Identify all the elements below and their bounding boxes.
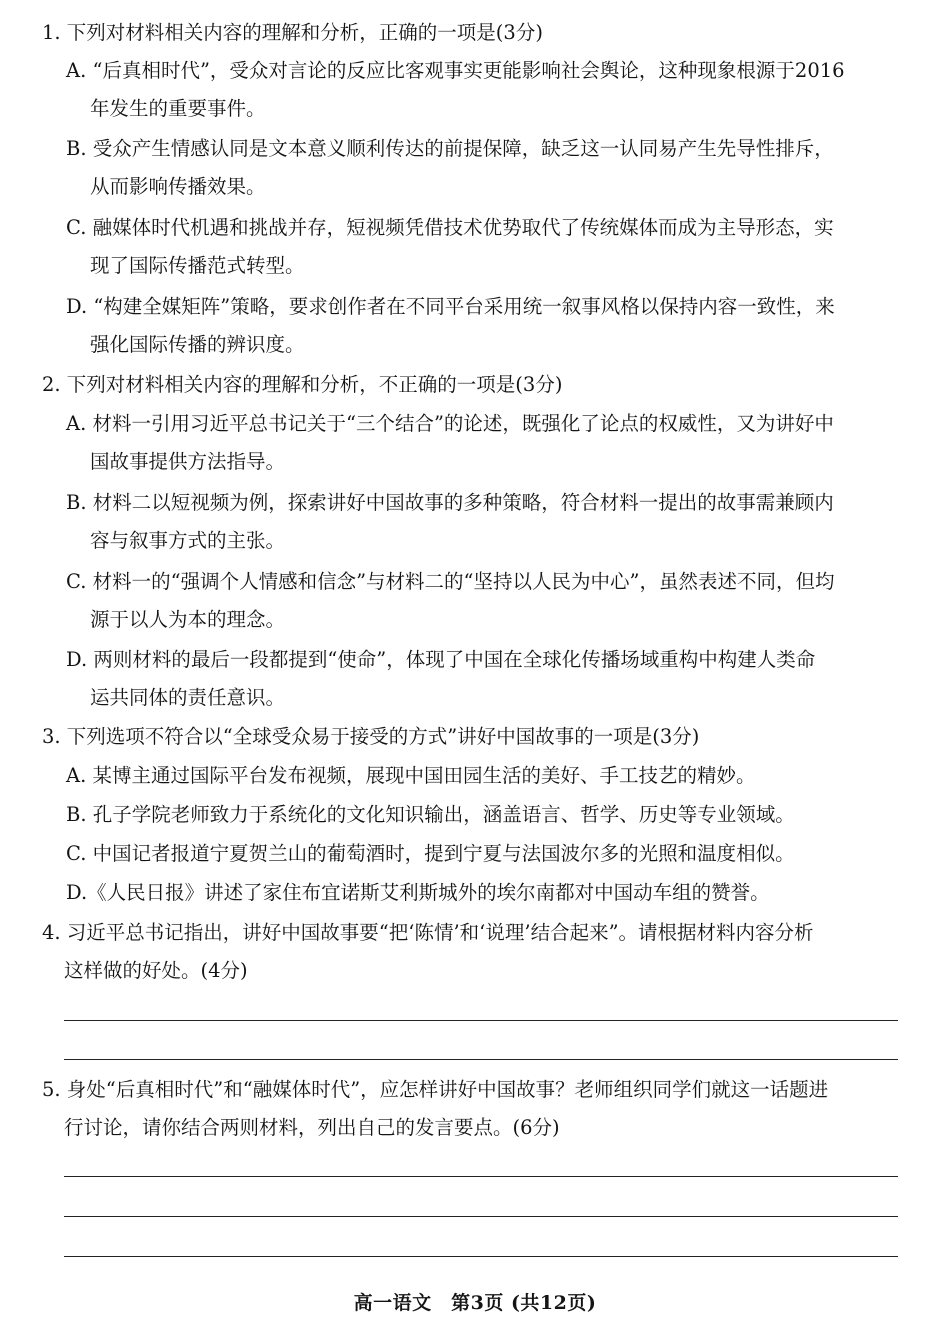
option-text: C. 融媒体时代机遇和挑战并存，短视频凭借技术优势取代了传统媒体而成为主导形态，实: [66, 216, 834, 239]
option-text-continued: 国故事提供方法指导。: [90, 450, 286, 473]
question-2-option-c: [66, 563, 912, 639]
option-text-continued: 运共同体的责任意识。: [90, 686, 286, 709]
answer-line[interactable]: [64, 1020, 898, 1021]
question-1-option-b: [66, 130, 912, 206]
question-1-option-a: [66, 52, 912, 128]
question-1-stem: 1. 下列对材料相关内容的理解和分析，正确的一项是(3分): [42, 21, 543, 44]
question-2-option-a: [66, 405, 912, 481]
option-text: D. 两则材料的最后一段都提到“使命”，体现了中国在全球化传播场域重构中构建人类命: [66, 648, 816, 671]
option-text: C. 材料一的“强调个人情感和信念”与材料二的“坚持以人民为中心”，虽然表述不同，但均: [66, 570, 835, 593]
question-2-stem: 2. 下列对材料相关内容的理解和分析，不正确的一项是(3分): [42, 373, 563, 396]
answer-line[interactable]: [64, 1059, 898, 1060]
option-text: A. 某博主通过国际平台发布视频，展现中国田园生活的美好、手工技艺的精妙。: [66, 764, 756, 787]
question-5-stem-line-1: 5. 身处“后真相时代”和“融媒体时代”，应怎样讲好中国故事？老师组织同学们就这一话题进: [42, 1078, 829, 1101]
question-1-option-d: [66, 288, 912, 364]
option-text: B. 孔子学院老师致力于系统化的文化知识输出，涵盖语言、哲学、历史等专业领域。: [66, 803, 795, 826]
option-text-continued: 从而影响传播效果。: [90, 175, 266, 198]
answer-line[interactable]: [64, 1256, 898, 1257]
option-text: D. “构建全媒矩阵”策略，要求创作者在不同平台采用统一叙事风格以保持内容一致性，来: [66, 295, 835, 318]
question-1-option-c: [66, 209, 912, 285]
question-4-stem-line-1: 4. 习近平总书记指出，讲好中国故事要“把‘陈情’和‘说理’结合起来”。请根据材料内容分析: [42, 921, 814, 944]
question-3-option-c: [66, 835, 912, 873]
question-2-option-b: [66, 484, 912, 560]
question-3-option-b: [66, 796, 912, 834]
option-text: B. 材料二以短视频为例，探索讲好中国故事的多种策略，符合材料一提出的故事需兼顾内: [66, 491, 834, 514]
option-text-continued: 容与叙事方式的主张。: [90, 529, 286, 552]
question-3-stem: 3. 下列选项不符合以“全球受众易于接受的方式”讲好中国故事的一项是(3分): [42, 725, 700, 748]
option-text: B. 受众产生情感认同是文本意义顺利传达的前提保障，缺乏这一认同易产生先导性排斥，: [66, 137, 834, 160]
option-text-continued: 源于以人为本的理念。: [90, 608, 286, 631]
question-4-stem-line-2: 这样做的好处。(4分): [64, 959, 248, 982]
question-3-option-d: [66, 874, 912, 912]
answer-line[interactable]: [64, 1176, 898, 1177]
question-4-stem: [42, 914, 912, 990]
question-5-stem-line-2: 行讨论，请你结合两则材料，列出自己的发言要点。(6分): [64, 1116, 560, 1139]
question-5-stem: [42, 1071, 912, 1147]
option-text: A. 材料一引用习近平总书记关于“三个结合”的论述，既强化了论点的权威性，又为讲好中: [66, 412, 834, 435]
option-text-continued: 现了国际传播范式转型。: [90, 254, 305, 277]
option-text-continued: 年发生的重要事件。: [90, 97, 266, 120]
question-3-option-a: [66, 757, 912, 795]
option-text: D.《人民日报》讲述了家住布宜诺斯艾利斯城外的埃尔南都对中国动车组的赞誉。: [66, 881, 770, 904]
answer-line[interactable]: [64, 1216, 898, 1217]
option-text: A. “后真相时代”，受众对言论的反应比客观事实更能影响社会舆论，这种现象根源于2016: [66, 59, 845, 82]
option-text-continued: 强化国际传播的辨识度。: [90, 333, 305, 356]
question-2-option-d: [66, 641, 912, 717]
option-text: C. 中国记者报道宁夏贺兰山的葡萄酒时，提到宁夏与法国波尔多的光照和温度相似。: [66, 842, 795, 865]
page-footer: 高一语文 第3页 (共12页): [353, 1292, 597, 1314]
